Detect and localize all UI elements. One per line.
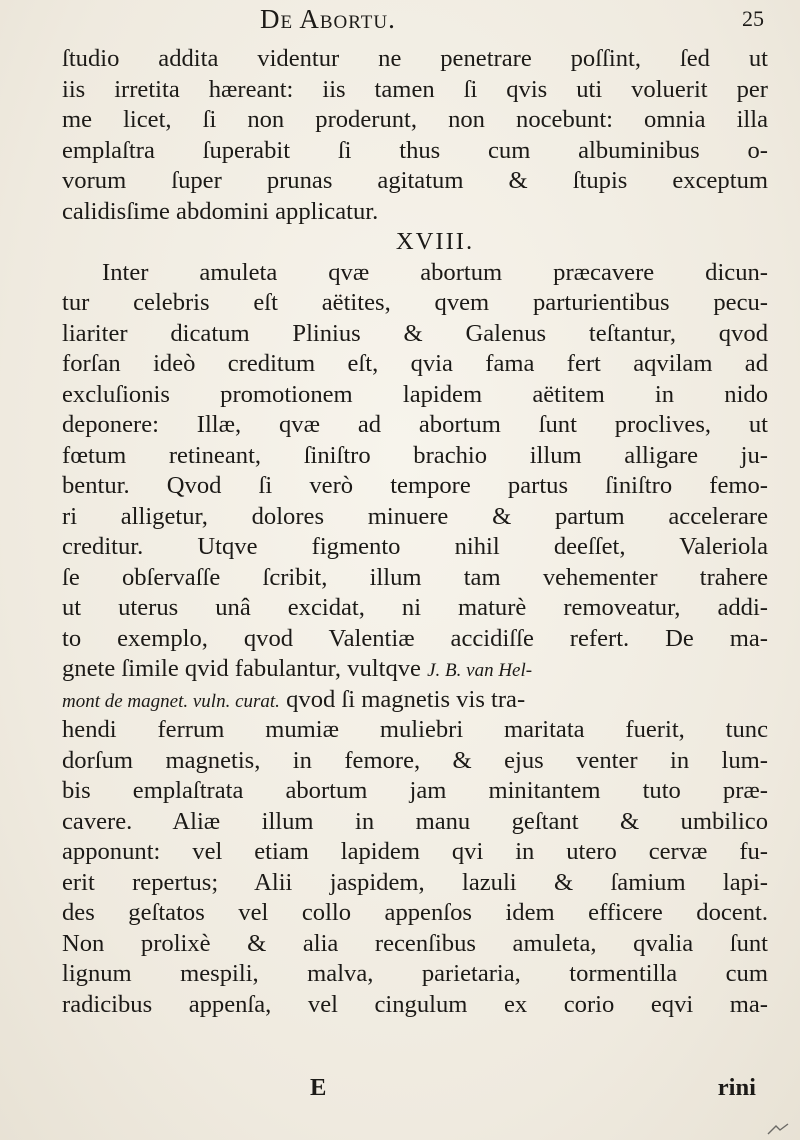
page-number: 25 bbox=[742, 6, 764, 31]
text-line: cavere. Aliæ illum in manu geſtant & umbilico bbox=[62, 807, 768, 835]
text-line: ut uterus unâ excidat, ni maturè removeatur, addi- bbox=[62, 594, 768, 621]
text-line: erit repertus; Alii jaspidem, lazuli & ſamium lapi- bbox=[62, 868, 768, 896]
text-line: radicibus appenſa, vel cingulum ex corio eqvi ma- bbox=[62, 990, 768, 1018]
text-line: excluſionis promotionem lapidem aëtitem in nido bbox=[62, 380, 768, 408]
text-line: creditur. Utqve figmento nihil deeſſet, Valeriola bbox=[62, 533, 768, 560]
text-line: Inter amuleta qvæ abortum præcavere dicun- bbox=[102, 258, 768, 286]
text-line: bentur. Qvod ſi verò tempore partus ſiniſtro femo- bbox=[62, 472, 768, 499]
text-line: forſan ideò creditum eſt, qvia fama fert aqvilam ad bbox=[62, 350, 768, 377]
text-line: emplaſtra ſuperabit ſi thus cum albuminibus o- bbox=[62, 136, 768, 164]
page-footer bbox=[62, 1074, 768, 1106]
text-line: ſtudio addita videntur ne penetrare poſſint, ſed ut bbox=[62, 45, 768, 72]
text-line: calidisſime abdomini applicatur. bbox=[62, 197, 379, 225]
signature-mark: E bbox=[310, 1074, 327, 1101]
catchword: rini bbox=[717, 1074, 756, 1101]
running-head: De Abortu. bbox=[260, 4, 396, 34]
text-line: iis irretita hæreant: iis tamen ſi qvis uti voluerit per bbox=[62, 75, 768, 103]
text-line-with-citation bbox=[62, 654, 768, 685]
text-line: dorſum magnetis, in femore, & ejus venter in lum- bbox=[62, 746, 768, 774]
text-line: to exemplo, qvod Valentiæ accidiſſe refert. De ma- bbox=[62, 624, 768, 652]
text-line: des geſtatos vel collo appenſos idem efficere docent. bbox=[62, 899, 768, 926]
text-line: vorum ſuper prunas agitatum & ſtupis exceptum bbox=[62, 167, 768, 194]
citation-title: mont de magnet. vuln. curat. bbox=[62, 690, 280, 712]
text-segment: qvod ſi magnetis vis tra- bbox=[286, 685, 526, 713]
text-line: bis emplaſtrata abortum jam minitantem tuto præ- bbox=[62, 777, 768, 804]
text-line: ſe obſervaſſe ſcribit, illum tam vehementer trahere bbox=[62, 563, 768, 591]
text-line: lignum mespili, malva, parietaria, tormentilla cum bbox=[62, 960, 768, 987]
text-line-with-citation bbox=[62, 685, 768, 716]
page-header bbox=[60, 4, 780, 44]
text-line: Non prolixè & alia recenſibus amuleta, qvalia ſunt bbox=[62, 929, 768, 957]
text-line: deponere: Illæ, qvæ ad abortum ſunt proclives, ut bbox=[62, 411, 768, 438]
citation-author: J. B. van Hel- bbox=[427, 660, 533, 681]
section-number: XVIII. bbox=[395, 228, 475, 255]
paper-stain-mark bbox=[766, 1122, 790, 1136]
text-line: apponunt: vel etiam lapidem qvi in utero cervæ fu- bbox=[62, 838, 768, 865]
text-line: me licet, ſi non proderunt, non nocebunt: omnia illa bbox=[62, 106, 768, 133]
text-segment: gnete ſimile qvid fabulantur, vultqve bbox=[62, 655, 421, 682]
body-text bbox=[62, 44, 768, 1020]
text-line: ri alligetur, dolores minuere & partum accelerare bbox=[62, 502, 768, 530]
text-line: hendi ferrum mumiæ muliebri maritata fuerit, tunc bbox=[62, 716, 768, 743]
text-line: liariter dicatum Plinius & Galenus teſtantur, qvod bbox=[62, 319, 768, 347]
text-line: fœtum retineant, ſiniſtro brachio illum alligare ju- bbox=[62, 441, 768, 469]
text-line: tur celebris eſt aëtites, qvem parturientibus pecu- bbox=[62, 289, 768, 316]
